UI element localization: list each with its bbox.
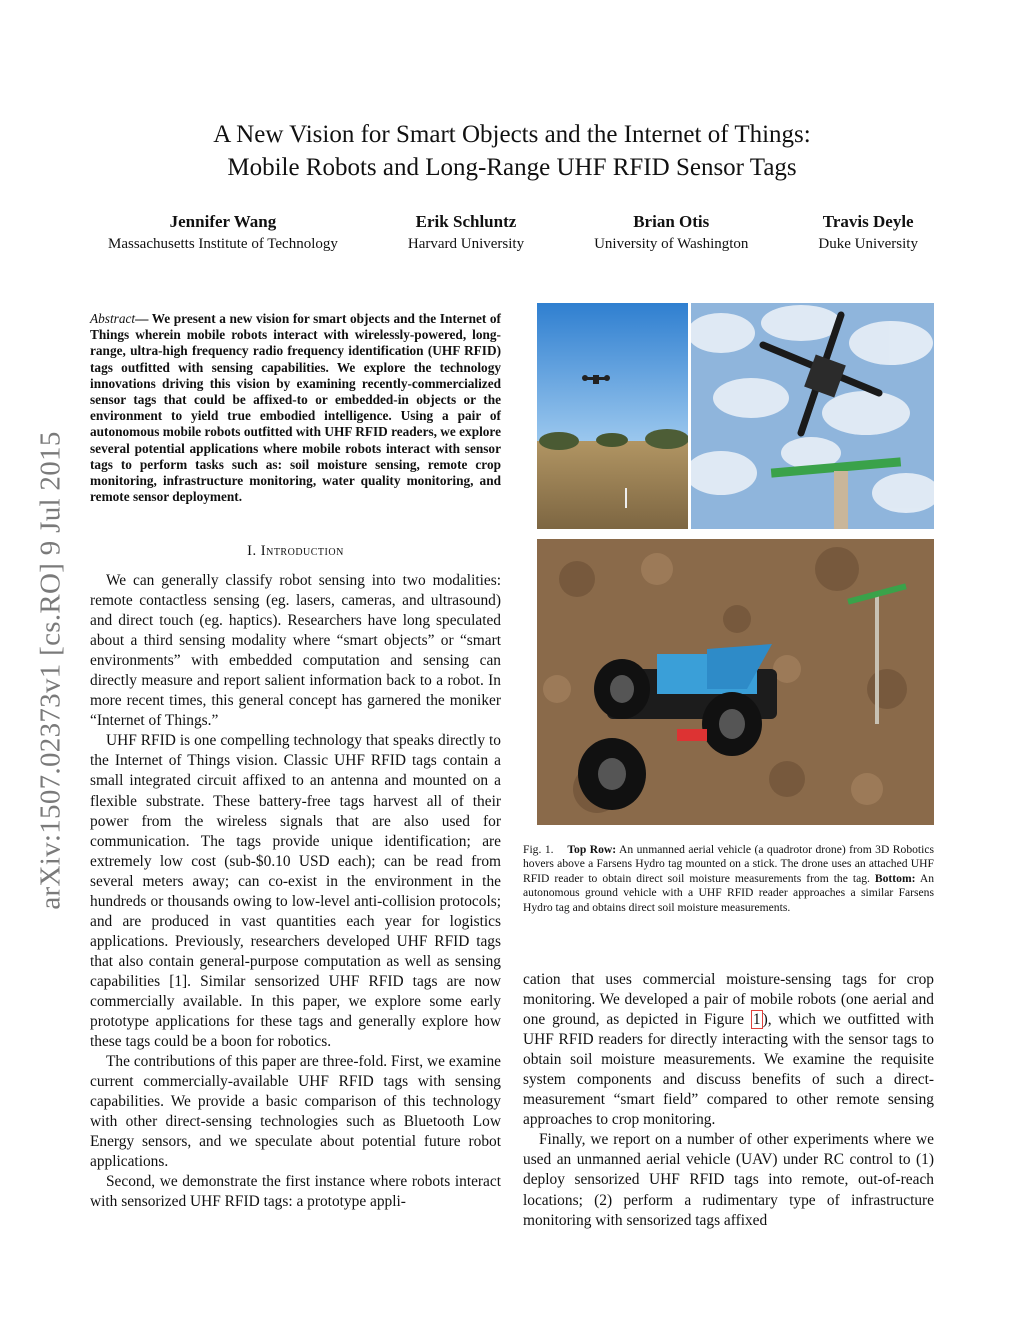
drone-field-photo xyxy=(537,303,688,529)
abstract-dash: — xyxy=(135,311,152,326)
paragraph: We can generally classify robot sensing into two modalities: remote contactless sensing (eg. lasers, cameras, and ultrasound) and direct touch (eg. haptics). Researchers have long speculated about a third sensing modality where “smart objects” or “smart environments” with embedded computation and sensing can directly measure and report salient information back to a robot. In more recent times, this general concept has garnered the moniker “Internet of Things.” xyxy=(90,572,501,730)
paper-title xyxy=(0,118,1024,184)
arxiv-identifier: arXiv:1507.02373v1 [cs.RO] 9 Jul 2015 xyxy=(34,430,67,910)
abstract-text: We present a new vision for smart objects and the Internet of Things wherein mobile robots interact with wirelessly-powered, long-range, ultra-high frequency radio frequency identification (UHF RFID) tags outfitted with sensing capabilities. We explore the technology innovations driving this vision by examining recently-commercialized sensor tags that could be affixed-to or embedded-in objects or the environment to yield true embodied intelligence. Using a pair of autonomous mobile robots outfitted with UHF RFID readers, we explore several potential applications where mobile robots interact with sensor tags to perform tasks such as: soil moisture sensing, remote crop monitoring, infrastructure monitoring, water quality monitoring, and remote sensor deployment. xyxy=(90,311,501,505)
section-number: I. xyxy=(247,543,257,559)
paragraph-text: cation that uses commercial moisture-sensing tags for crop monitoring. We developed a pair of mobile robots (one aerial and one ground, as depicted in Figure xyxy=(523,971,934,1029)
author-affiliation: Massachusetts Institute of Technology xyxy=(108,236,338,252)
author-name: Brian Otis xyxy=(633,212,710,231)
paragraph: Second, we demonstrate the first instance where robots interact with sensorized UHF RFID tags: a prototype appli- xyxy=(90,1173,501,1211)
section-heading xyxy=(90,543,501,560)
author-list xyxy=(108,210,918,255)
title-line-1: A New Vision for Smart Objects and the Internet of Things: xyxy=(213,121,811,148)
author-affiliation: Harvard University xyxy=(407,236,525,252)
paragraph: UHF RFID is one compelling technology that speaks directly to the Internet of Things vision. Classic UHF RFID tags contain a small integrated circuit affixed to an antenna and mounted on a flexible substrate. These battery-free tags harvest all of their power from the wireless signals that are also used for communication. The tags provide unique identification; are extremely low cost (sub-$0.10 USD each); can be read from several meters away; can co-exist in the environment in the hundreds or thousands owing to low-level anti-collision protocols; and are produced in vast quantities each year for logistics applications. Previously, researchers developed UHF RFID tags that also contain general-purpose computation as well as sensing capabilities [1]. Similar sensorized UHF RFID tags are now commercially available. In this paper, we explore some early prototype applications for these tags and generally explore how these tags could be a boon for robotics. xyxy=(90,732,501,1051)
left-column-body xyxy=(90,571,501,1213)
author-affiliation: Duke University xyxy=(818,236,918,252)
paragraph: The contributions of this paper are three-fold. First, we examine current commercially-available UHF RFID tags with sensing capabilities. We provide a basic comparison of this technology with other direct-sensing technologies such as Bluetooth Low Energy sensors, and we speculate about potential future robot applications. xyxy=(90,1053,501,1171)
drone-underside-photo xyxy=(691,303,934,529)
abstract xyxy=(90,311,501,505)
author-name: Erik Schluntz xyxy=(415,212,517,231)
caption-bottom-label: Bottom: xyxy=(874,871,916,885)
caption-top-text: An unmanned aerial vehicle (a quadrotor drone) from 3D Robotics hovers above a Farsens Hydro tag mounted on a stick. The drone uses an attached UHF RFID reader to obtain direct soil moisture measurements from the tag. xyxy=(523,843,935,885)
paragraph-text: ), which we outfitted with UHF RFID readers for directly interacting with the sensor tags to obtain soil moisture measurements. We examine the requisite system components and discuss benefits of such a direct-measurement “smart field” compared to other remote sensing approaches to crop monitoring. xyxy=(523,1011,934,1129)
paragraph xyxy=(523,970,934,1130)
author-name: Travis Deyle xyxy=(822,212,914,231)
author-name: Jennifer Wang xyxy=(169,212,277,231)
author-block xyxy=(818,210,918,255)
caption-label: Fig. 1. xyxy=(523,843,554,856)
author-block xyxy=(594,210,748,255)
caption-bottom-text: An autonomous ground vehicle with a UHF RFID reader approaches a similar Farsens Hydro tag and obtains direct soil moisture measurements. xyxy=(523,871,934,914)
title-line-2: Mobile Robots and Long-Range UHF RFID Sensor Tags xyxy=(227,154,797,181)
paragraph: Finally, we report on a number of other experiments where we used an unmanned aerial vehicle (UAV) under RC control to (1) deploy sensorized UHF RFID tags into remote, out-of-reach locations; (2) perform a rudimentary type of infrastructure monitoring with sensorized tags affixed xyxy=(523,1131,934,1229)
author-block xyxy=(108,210,338,255)
abstract-label: Abstract xyxy=(90,311,136,326)
figure-caption xyxy=(523,843,934,915)
author-affiliation: University of Washington xyxy=(594,236,749,252)
section-title: Introduction xyxy=(260,543,344,559)
author-block xyxy=(408,210,524,255)
ground-robot-photo xyxy=(537,539,934,825)
figure-1 xyxy=(537,303,934,825)
caption-top-label: Top Row: xyxy=(567,843,617,856)
right-column-body xyxy=(523,970,934,1231)
figure-reference-link[interactable]: 1 xyxy=(752,1011,761,1029)
